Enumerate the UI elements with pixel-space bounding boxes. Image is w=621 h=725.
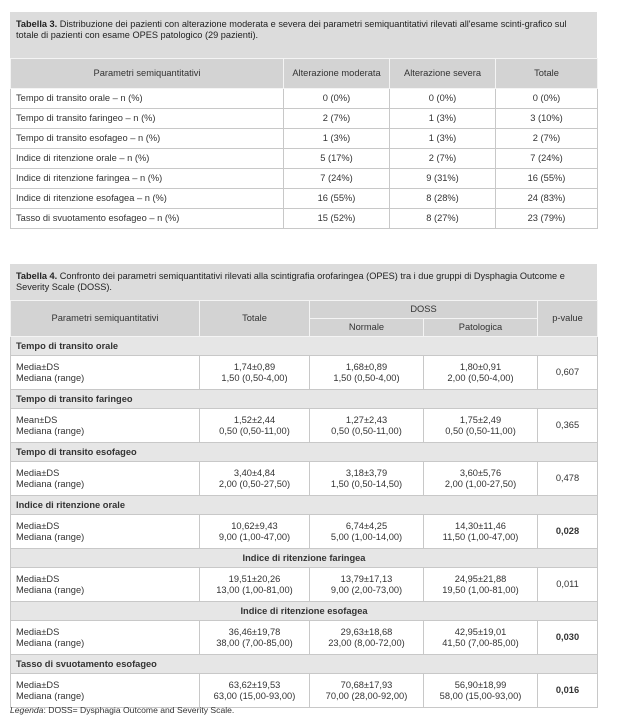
table-4-cell-patologica-line-2: 41,50 (7,00-85,00) bbox=[442, 637, 519, 648]
table-4-cell-normale-line-2: 0,50 (0,50-11,00) bbox=[331, 425, 402, 436]
table-3-cell-param: Tempo di transito esofageo – n (%) bbox=[11, 129, 284, 149]
table-3-cell-totale: 0 (0%) bbox=[496, 89, 598, 109]
table-4-cell-totale-line-1: 1,74±0,89 bbox=[233, 361, 276, 372]
table-4-section-title: Tempo di transito orale bbox=[11, 337, 598, 356]
table-4-cell-patologica-line-1: 56,90±18,99 bbox=[454, 679, 507, 690]
table-4-cell-totale-line-2: 9,00 (1,00-47,00) bbox=[218, 531, 291, 542]
table-4-cell-label bbox=[11, 356, 200, 390]
table-4-data-row bbox=[11, 674, 598, 708]
table-4-cell-label-line-2: Mediana (range) bbox=[16, 690, 85, 701]
table-4-cell-patologica-line-1: 24,95±21,88 bbox=[454, 573, 507, 584]
table-4-cell-totale-line-2: 63,00 (15,00-93,00) bbox=[213, 690, 296, 701]
table-3-cell-moderata: 7 (24%) bbox=[284, 169, 390, 189]
table-4-section-row bbox=[11, 549, 598, 568]
table-4-header-doss: DOSS bbox=[310, 301, 538, 319]
table-4-section-row bbox=[11, 496, 598, 515]
table-3-cell-param: Tasso di svuotamento esofageo – n (%) bbox=[11, 209, 284, 229]
table-4-cell-normale-line-2: 1,50 (0,50-4,00) bbox=[333, 372, 400, 383]
table-4-section-row bbox=[11, 390, 598, 409]
table-4-header-pvalue: p-value bbox=[538, 301, 598, 337]
table-4-cell-normale-line-1: 70,68±17,93 bbox=[340, 679, 393, 690]
table-3-cell-severa: 1 (3%) bbox=[390, 109, 496, 129]
table-3-cell-totale: 24 (83%) bbox=[496, 189, 598, 209]
table-4-cell-label-line-2: Mediana (range) bbox=[16, 478, 85, 489]
table-3-cell-param: Tempo di transito orale – n (%) bbox=[11, 89, 284, 109]
table-3-caption-text: Distribuzione dei pazienti con alterazione moderata e severa dei parametri semiquantitativi rilevati all'esame scinti-grafico sul totale di pazienti con esame OPES patologico (29 pazienti). bbox=[16, 19, 567, 40]
table-4-data-row bbox=[11, 515, 598, 549]
table-4-cell-patologica-line-1: 3,60±5,76 bbox=[459, 467, 502, 478]
table-3-cell-totale: 7 (24%) bbox=[496, 149, 598, 169]
table-4-cell-pvalue: 0,478 bbox=[538, 462, 598, 496]
table-3-cell-totale: 2 (7%) bbox=[496, 129, 598, 149]
table-4-cell-patologica bbox=[424, 568, 538, 602]
table-3-row bbox=[11, 109, 598, 129]
table-4-caption-text: Confronto dei parametri semiquantitativi rilevati alla scintigrafia orofaringea (OPES) tra i due gruppi di Dysphagia Outcome e Severity Scale (DOSS). bbox=[16, 271, 565, 292]
table-4-caption-label: Tabella 4. bbox=[16, 271, 58, 281]
table-3-header-param: Parametri semiquantitativi bbox=[11, 59, 284, 89]
table-3-row bbox=[11, 149, 598, 169]
table-4-cell-normale-line-1: 29,63±18,68 bbox=[340, 626, 393, 637]
table-4-cell-label-line-1: Mean±DS bbox=[16, 414, 58, 425]
table-4-cell-label-line-1: Media±DS bbox=[16, 361, 60, 372]
table-4-cell-pvalue: 0,011 bbox=[538, 568, 598, 602]
table-4-cell-patologica bbox=[424, 409, 538, 443]
table-4-header-normale: Normale bbox=[310, 319, 424, 337]
table-4-cell-totale bbox=[200, 462, 310, 496]
table-4-cell-normale bbox=[310, 621, 424, 655]
table-4-cell-patologica-line-2: 2,00 (1,00-27,50) bbox=[444, 478, 517, 489]
table-3-caption bbox=[10, 12, 597, 58]
table-4-cell-totale-line-1: 36,46±19,78 bbox=[228, 626, 281, 637]
table-3-cell-severa: 0 (0%) bbox=[390, 89, 496, 109]
table-3-cell-totale: 3 (10%) bbox=[496, 109, 598, 129]
table-4-cell-totale-line-2: 1,50 (0,50-4,00) bbox=[221, 372, 288, 383]
table-4-cell-normale-line-1: 3,18±3,79 bbox=[345, 467, 388, 478]
legend-text: : DOSS= Dysphagia Outcome and Severity Scale. bbox=[43, 705, 235, 715]
table-4-cell-normale-line-2: 5,00 (1,00-14,00) bbox=[330, 531, 403, 542]
table-4-section-row bbox=[11, 337, 598, 356]
table-3-cell-severa: 2 (7%) bbox=[390, 149, 496, 169]
table-4-cell-pvalue: 0,607 bbox=[538, 356, 598, 390]
legend-label: Legenda bbox=[10, 705, 44, 715]
table-4-cell-label bbox=[11, 515, 200, 549]
table-4-cell-normale bbox=[310, 515, 424, 549]
table-4-cell-label bbox=[11, 621, 200, 655]
table-4-section-row bbox=[11, 443, 598, 462]
table-4-cell-label-line-1: Media±DS bbox=[16, 467, 60, 478]
table-3-header-moderata: Alterazione moderata bbox=[284, 59, 390, 89]
table-4-cell-normale-line-2: 9,00 (2,00-73,00) bbox=[330, 584, 403, 595]
table-3-header-severa: Alterazione severa bbox=[390, 59, 496, 89]
table-4-section-title: Tempo di transito esofageo bbox=[11, 443, 598, 462]
table-4-section-title: Indice di ritenzione esofagea bbox=[11, 602, 598, 621]
table-3-cell-severa: 8 (28%) bbox=[390, 189, 496, 209]
table-3-cell-moderata: 5 (17%) bbox=[284, 149, 390, 169]
table-3-row bbox=[11, 189, 598, 209]
table-4-section-title: Tempo di transito faringeo bbox=[11, 390, 598, 409]
table-3-caption-label: Tabella 3. bbox=[16, 19, 58, 29]
table-4-cell-totale-line-2: 2,00 (0,50-27,50) bbox=[218, 478, 291, 489]
table-4-header-param: Parametri semiquantitativi bbox=[11, 301, 200, 337]
table-4-cell-label bbox=[11, 462, 200, 496]
table-4-cell-pvalue: 0,030 bbox=[538, 621, 598, 655]
table-3-cell-param: Indice di ritenzione esofagea – n (%) bbox=[11, 189, 284, 209]
table-4-cell-patologica-line-2: 58,00 (15,00-93,00) bbox=[439, 690, 522, 701]
table-4-cell-patologica bbox=[424, 621, 538, 655]
table-3-header-row bbox=[11, 59, 598, 89]
table-4-caption bbox=[10, 264, 597, 300]
table-3-row bbox=[11, 169, 598, 189]
table-4-data-row bbox=[11, 621, 598, 655]
table-4-data-row bbox=[11, 462, 598, 496]
table-4-cell-normale-line-2: 1,50 (0,50-14,50) bbox=[330, 478, 403, 489]
table-4-cell-label-line-1: Media±DS bbox=[16, 679, 60, 690]
table-4-header-patologica: Patologica bbox=[424, 319, 538, 337]
table-3-cell-severa: 1 (3%) bbox=[390, 129, 496, 149]
table-4-cell-label-line-2: Mediana (range) bbox=[16, 584, 85, 595]
table-4-cell-normale bbox=[310, 356, 424, 390]
table-4-data-row bbox=[11, 409, 598, 443]
table-4-cell-totale bbox=[200, 568, 310, 602]
table-4-cell-label-line-2: Mediana (range) bbox=[16, 637, 85, 648]
table-4-header-row-1 bbox=[11, 301, 598, 319]
table-3-cell-totale: 16 (55%) bbox=[496, 169, 598, 189]
table-4-cell-patologica-line-1: 14,30±11,46 bbox=[455, 520, 506, 531]
table-4-section-row bbox=[11, 602, 598, 621]
table-4-data-row bbox=[11, 356, 598, 390]
table-4-cell-totale-line-2: 0,50 (0,50-11,00) bbox=[219, 425, 290, 436]
table-4-cell-label bbox=[11, 568, 200, 602]
table-3-cell-severa: 9 (31%) bbox=[390, 169, 496, 189]
table-4-cell-totale bbox=[200, 356, 310, 390]
table-3-cell-totale: 23 (79%) bbox=[496, 209, 598, 229]
table-4-cell-patologica bbox=[424, 674, 538, 708]
table-4-cell-normale-line-1: 13,79±17,13 bbox=[340, 573, 393, 584]
table-3-row bbox=[11, 89, 598, 109]
table-3-grid bbox=[10, 58, 598, 229]
table-4-cell-label-line-1: Media±DS bbox=[16, 520, 60, 531]
table-4-section-title: Tasso di svuotamento esofageo bbox=[11, 655, 598, 674]
table-4-section-row bbox=[11, 655, 598, 674]
table-4-cell-pvalue: 0,028 bbox=[538, 515, 598, 549]
table-4-cell-totale bbox=[200, 409, 310, 443]
table-4-cell-patologica bbox=[424, 356, 538, 390]
table-3-row bbox=[11, 209, 598, 229]
table-4-cell-normale-line-1: 6,74±4,25 bbox=[345, 520, 388, 531]
table-4-cell-totale-line-2: 38,00 (7,00-85,00) bbox=[216, 637, 293, 648]
legend bbox=[10, 705, 234, 715]
table-4-cell-label-line-2: Mediana (range) bbox=[16, 425, 85, 436]
table-4-cell-patologica-line-1: 42,95±19,01 bbox=[454, 626, 507, 637]
table-3-cell-moderata: 16 (55%) bbox=[284, 189, 390, 209]
table-4-cell-patologica-line-1: 1,80±0,91 bbox=[459, 361, 502, 372]
table-4-cell-label-line-1: Media±DS bbox=[16, 626, 60, 637]
table-4-cell-totale bbox=[200, 515, 310, 549]
table-4-cell-normale-line-1: 1,68±0,89 bbox=[345, 361, 388, 372]
table-4-cell-normale-line-2: 23,00 (8,00-72,00) bbox=[328, 637, 405, 648]
table-4-cell-patologica bbox=[424, 515, 538, 549]
table-4-section-title: Indice di ritenzione orale bbox=[11, 496, 598, 515]
table-3-cell-moderata: 1 (3%) bbox=[284, 129, 390, 149]
table-4-cell-patologica-line-1: 1,75±2,49 bbox=[459, 414, 502, 425]
table-4-cell-totale-line-1: 1,52±2,44 bbox=[233, 414, 276, 425]
table-4-cell-patologica-line-2: 19,50 (1,00-81,00) bbox=[442, 584, 519, 595]
table-4-cell-normale bbox=[310, 674, 424, 708]
table-4-cell-patologica-line-2: 11,50 (1,00-47,00) bbox=[442, 531, 519, 542]
table-4-cell-totale bbox=[200, 674, 310, 708]
table-4-cell-normale-line-2: 70,00 (28,00-92,00) bbox=[325, 690, 408, 701]
table-4-cell-label-line-2: Mediana (range) bbox=[16, 372, 85, 383]
table-3-cell-param: Indice di ritenzione orale – n (%) bbox=[11, 149, 284, 169]
table-3-cell-severa: 8 (27%) bbox=[390, 209, 496, 229]
table-4-cell-normale-line-1: 1,27±2,43 bbox=[345, 414, 388, 425]
table-4-cell-normale bbox=[310, 462, 424, 496]
table-4-cell-pvalue: 0,016 bbox=[538, 674, 598, 708]
table-4-grid bbox=[10, 300, 598, 708]
table-4-cell-totale-line-1: 3,40±4,84 bbox=[233, 467, 276, 478]
table-4 bbox=[10, 264, 597, 708]
table-4-cell-totale bbox=[200, 621, 310, 655]
table-4-cell-normale bbox=[310, 409, 424, 443]
table-4-header-totale: Totale bbox=[200, 301, 310, 337]
table-4-cell-totale-line-1: 63,62±19,53 bbox=[228, 679, 281, 690]
table-4-cell-pvalue: 0,365 bbox=[538, 409, 598, 443]
table-3-cell-moderata: 2 (7%) bbox=[284, 109, 390, 129]
table-3-cell-param: Indice di ritenzione faringea – n (%) bbox=[11, 169, 284, 189]
table-3-header-totale: Totale bbox=[496, 59, 598, 89]
table-4-section-title: Indice di ritenzione faringea bbox=[11, 549, 598, 568]
table-4-cell-totale-line-1: 19,51±20,26 bbox=[228, 573, 281, 584]
table-3 bbox=[10, 12, 597, 229]
table-4-cell-patologica-line-2: 2,00 (0,50-4,00) bbox=[447, 372, 514, 383]
table-4-cell-totale-line-1: 10,62±9,43 bbox=[231, 520, 278, 531]
table-3-cell-param: Tempo di transito faringeo – n (%) bbox=[11, 109, 284, 129]
table-4-cell-label-line-2: Mediana (range) bbox=[16, 531, 85, 542]
table-4-cell-normale bbox=[310, 568, 424, 602]
table-4-cell-label bbox=[11, 674, 200, 708]
table-3-row bbox=[11, 129, 598, 149]
table-4-cell-patologica bbox=[424, 462, 538, 496]
table-4-data-row bbox=[11, 568, 598, 602]
table-4-cell-totale-line-2: 13,00 (1,00-81,00) bbox=[216, 584, 293, 595]
table-3-cell-moderata: 15 (52%) bbox=[284, 209, 390, 229]
table-3-cell-moderata: 0 (0%) bbox=[284, 89, 390, 109]
table-4-cell-patologica-line-2: 0,50 (0,50-11,00) bbox=[445, 425, 516, 436]
table-4-cell-label bbox=[11, 409, 200, 443]
table-4-cell-label-line-1: Media±DS bbox=[16, 573, 60, 584]
